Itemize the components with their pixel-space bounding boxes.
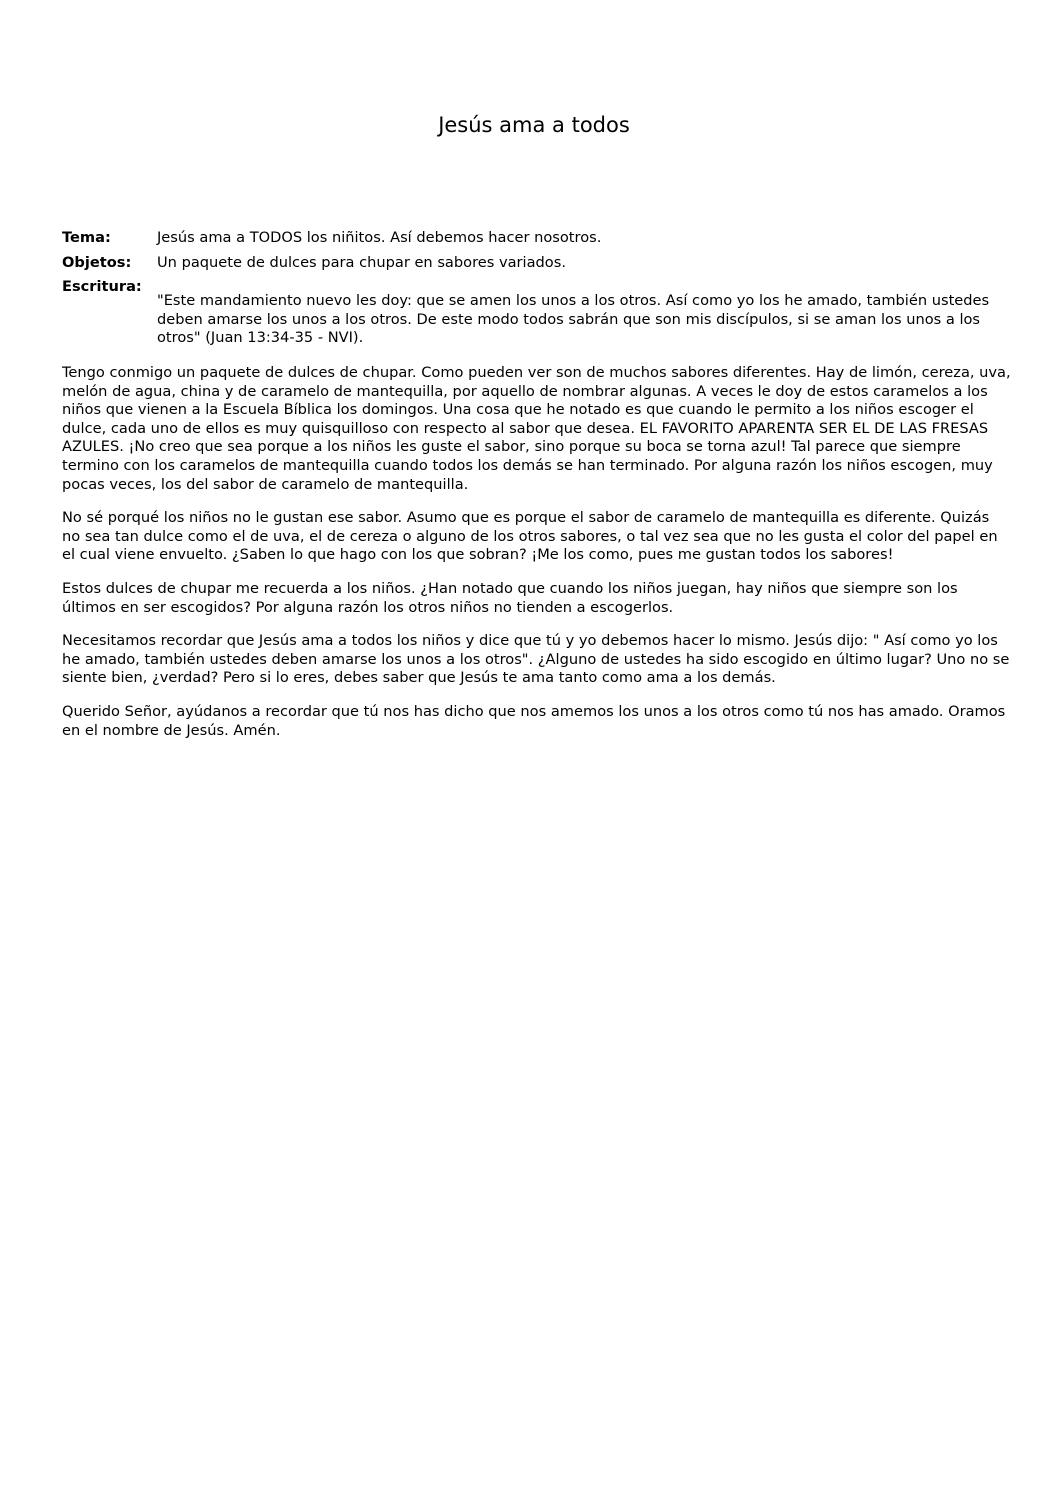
escritura-value: "Este mandamiento nuevo les doy: que se amen los unos a los otros. Así como yo los he amado, también ustedes deben amarse los unos a los otros. De este modo todos sabrán que son mis discípulos, si se aman los unos a los otros" (Juan 13:34-35 - NVI).	[157, 292, 990, 347]
body-paragraph: No sé porqué los niños no le gustan ese sabor. Asumo que es porque el sabor de caramelo de mantequilla es diferente. Quizás no sea tan dulce como el de uva, el de cereza o alguno de los otros sabores, o tal vez sea que no les gusta el color del papel en el cual viene envuelto. ¿Saben lo que hago con los que sobran? ¡Me los como, pues me gustan todos los sabores!	[62, 509, 998, 564]
document-title: Jesús ama a todos	[438, 113, 630, 137]
body-paragraph: Tengo conmigo un paquete de dulces de chupar. Como pueden ver son de muchos sabores diferentes. Hay de limón, cereza, uva, melón de agua, china y de caramelo de mantequilla, por aquello de nombrar algunas. A veces le doy de estos caramelos a los niños que vienen a la Escuela Bíblica los domingos. Una cosa que he notado es que cuando le permito a los niños escoger el dulce, cada uno de ellos es muy quisquilloso con respecto al sabor que desea. EL FAVORITO APARENTA SER EL DE LAS FRESAS AZULES. ¡No creo que sea porque a los niños les guste el sabor, sino porque su boca se torna azul! Tal parece que siempre termino con los caramelos de mantequilla cuando todos los demás se han terminado. Por alguna razón los niños escogen, muy pocas veces, los del sabor de caramelo de mantequilla.	[62, 364, 1011, 493]
body-paragraph: Estos dulces de chupar me recuerda a los niños. ¿Han notado que cuando los niños juegan, hay niños que siempre son los últimos en ser escogidos? Por alguna razón los otros niños no tienden a escogerlos.	[62, 579, 958, 616]
tema-value: Jesús ama a TODOS los niñitos. Así debemos hacer nosotros.	[157, 229, 602, 246]
objetos-label: Objetos:	[62, 253, 132, 271]
meta-row-objetos	[62, 254, 1012, 273]
meta-row-tema	[62, 229, 1012, 248]
meta-row-escritura	[62, 278, 1012, 348]
escritura-label: Escritura:	[62, 278, 142, 296]
objetos-value: Un paquete de dulces para chupar en sabores variados.	[157, 253, 566, 271]
lesson-meta	[62, 229, 1012, 354]
tema-label: Tema:	[62, 229, 111, 246]
lesson-body	[62, 364, 1012, 755]
body-paragraph: Necesitamos recordar que Jesús ama a todos los niños y dice que tú y yo debemos hacer lo mismo. Jesús dijo: " Así como yo los he amado, también ustedes deben amarse los unos a los otros". ¿Alguno de ustedes ha sido escogido en último lugar? Uno no se siente bien, ¿verdad? Pero si lo eres, debes saber que Jesús te ama tanto como ama a los demás.	[62, 632, 1010, 687]
prayer-paragraph: Querido Señor, ayúdanos a recordar que tú nos has dicho que nos amemos los unos a los otros como tú nos has amado. Oramos en el nombre de Jesús. Amén.	[62, 702, 1006, 739]
